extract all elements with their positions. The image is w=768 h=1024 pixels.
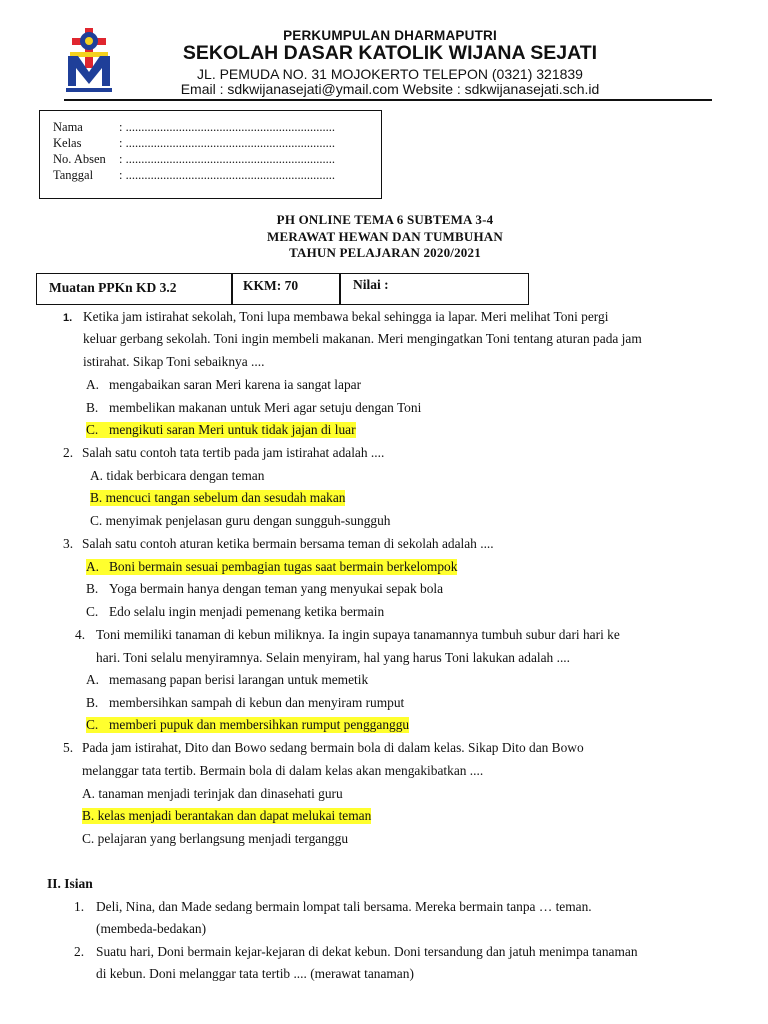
question-text: Ketika jam istirahat sekolah, Toni lupa membawa bekal sehingga ia lapar. Meri melihat Toni pergi bbox=[83, 309, 609, 324]
option-letter: C. bbox=[86, 717, 99, 732]
identity-label: Tanggal bbox=[53, 168, 94, 182]
question-number: 4. bbox=[75, 627, 86, 642]
identity-row-name bbox=[53, 120, 335, 135]
option-text: Boni bermain sesuai pembagian tugas saat bermain berkelompok bbox=[109, 559, 458, 574]
item-text: Deli, Nina, dan Made sedang bermain lompat tali bersama. Mereka bermain tanpa … teman. bbox=[96, 899, 592, 914]
option-letter: B. bbox=[86, 400, 99, 415]
option-letter: C. bbox=[86, 604, 99, 619]
student-identity-box bbox=[39, 110, 382, 199]
item-number: 2. bbox=[74, 944, 85, 959]
subject-box bbox=[36, 273, 232, 305]
question-1 bbox=[63, 309, 608, 325]
option-text: tidak berbicara dengan teman bbox=[106, 468, 265, 483]
answer-option[interactable] bbox=[86, 672, 368, 688]
option-letter: B. bbox=[86, 581, 99, 596]
question-4 bbox=[75, 627, 620, 643]
question-3 bbox=[63, 536, 494, 552]
option-letter: A. bbox=[86, 672, 100, 687]
answer-option[interactable] bbox=[82, 831, 348, 847]
question-text: Salah satu contoh tata tertib pada jam istirahat adalah .... bbox=[82, 445, 385, 460]
question-2 bbox=[63, 445, 384, 461]
option-letter: C. bbox=[86, 422, 99, 437]
option-letter: C. bbox=[82, 831, 95, 846]
exam-theme: MERAWAT HEWAN DAN TUMBUHAN bbox=[267, 229, 503, 244]
question-number: 5. bbox=[63, 740, 74, 755]
option-text: mengabaikan saran Meri karena ia sangat lapar bbox=[109, 377, 362, 392]
identity-row-date bbox=[53, 168, 335, 183]
answer-option[interactable] bbox=[90, 513, 391, 529]
option-text: Yoga bermain hanya dengan teman yang menyukai sepak bola bbox=[109, 581, 444, 596]
option-letter: B. bbox=[82, 808, 95, 823]
option-letter: A. bbox=[82, 786, 96, 801]
answer-option[interactable] bbox=[86, 377, 361, 393]
answer-option[interactable] bbox=[86, 604, 384, 620]
fill-in-item-1 bbox=[74, 899, 592, 915]
option-text: tanaman menjadi terinjak dan dinasehati guru bbox=[98, 786, 343, 801]
school-address: JL. PEMUDA NO. 31 MOJOKERTO TELEPON (0321) 321839 bbox=[197, 66, 583, 82]
school-crest-logo-icon bbox=[64, 28, 114, 96]
option-text: pelajaran yang berlangsung menjadi terganggu bbox=[97, 831, 349, 846]
question-number: 3. bbox=[63, 536, 74, 551]
answer-option[interactable] bbox=[90, 468, 264, 484]
question-text: Salah satu contoh aturan ketika bermain bersama teman di sekolah adalah .... bbox=[82, 536, 494, 551]
identity-label: Kelas bbox=[53, 136, 82, 150]
fill-in-item-2 bbox=[74, 944, 638, 960]
option-text: memberi pupuk dan membersihkan rumput pengganggu bbox=[109, 717, 410, 732]
section-heading: II. Isian bbox=[47, 876, 93, 891]
school-contact: Email : sdkwijanasejati@ymail.com Website : sdkwijanasejati.sch.id bbox=[180, 81, 600, 97]
option-letter: B. bbox=[90, 490, 103, 505]
question-text: Toni memiliki tanaman di kebun miliknya. Ia ingin supaya tanamannya tumbuh subur dari hari ke bbox=[96, 627, 620, 642]
school-name: SEKOLAH DASAR KATOLIK WIJANA SEJATI bbox=[182, 42, 598, 64]
identity-field[interactable]: : ................................................................... bbox=[119, 168, 335, 182]
exam-title: PH ONLINE TEMA 6 SUBTEMA 3-4 bbox=[276, 212, 494, 227]
identity-row-number bbox=[53, 152, 335, 167]
option-letter: A. bbox=[86, 559, 100, 574]
answer-option[interactable] bbox=[86, 400, 421, 416]
organization-name: PERKUMPULAN DHARMAPUTRI bbox=[283, 28, 497, 43]
option-text: kelas menjadi berantakan dan dapat melukai teman bbox=[97, 808, 372, 823]
question-text: melanggar tata tertib. Bermain bola di dalam kelas akan mengakibatkan .... bbox=[82, 763, 484, 778]
option-letter: C. bbox=[90, 513, 103, 528]
option-text: menyimak penjelasan guru dengan sungguh-sungguh bbox=[105, 513, 391, 528]
kkm-label: KKM: 70 bbox=[243, 278, 299, 293]
identity-row-class bbox=[53, 136, 335, 151]
question-text: istirahat. Sikap Toni sebaiknya .... bbox=[83, 354, 265, 369]
option-text: Edo selalu ingin menjadi pemenang ketika bermain bbox=[109, 604, 385, 619]
option-text: mengikuti saran Meri untuk tidak jajan di luar bbox=[109, 422, 356, 437]
answer-option-correct[interactable] bbox=[82, 808, 371, 824]
exam-year: TAHUN PELAJARAN 2020/2021 bbox=[289, 245, 481, 260]
question-text: keluar gerbang sekolah. Toni ingin membeli makanan. Meri mengingatkan Toni tentang aturan pada jam bbox=[83, 331, 642, 346]
answer-option-correct[interactable] bbox=[86, 422, 356, 438]
question-text: Pada jam istirahat, Dito dan Bowo sedang bermain bola di dalam kelas. Sikap Dito dan Bowo bbox=[82, 740, 584, 755]
answer-option-correct[interactable] bbox=[86, 559, 457, 575]
item-text: Suatu hari, Doni bermain kejar-kejaran di dekat kebun. Doni tersandung dan jatuh menimpa tanaman bbox=[96, 944, 638, 959]
identity-field[interactable]: : ................................................................... bbox=[119, 136, 335, 150]
item-text: (membeda-bedakan) bbox=[96, 921, 207, 936]
answer-option-correct[interactable] bbox=[90, 490, 345, 506]
kkm-box bbox=[232, 273, 340, 305]
score-box[interactable] bbox=[340, 273, 529, 305]
question-number: 1. bbox=[63, 312, 73, 324]
answer-option-correct[interactable] bbox=[86, 717, 409, 733]
item-number: 1. bbox=[74, 899, 85, 914]
identity-label: No. Absen bbox=[53, 152, 106, 166]
option-text: membersihkan sampah di kebun dan menyiram rumput bbox=[109, 695, 405, 710]
subject-label: Muatan PPKn KD 3.2 bbox=[49, 280, 177, 295]
option-text: mencuci tangan sebelum dan sesudah makan bbox=[105, 490, 346, 505]
answer-option[interactable] bbox=[86, 581, 443, 597]
identity-field[interactable]: : ................................................................... bbox=[119, 120, 335, 134]
item-text: di kebun. Doni melanggar tata tertib .... (merawat tanaman) bbox=[96, 966, 414, 981]
score-label: Nilai : bbox=[353, 277, 389, 292]
answer-option[interactable] bbox=[86, 695, 404, 711]
header-divider bbox=[64, 99, 712, 101]
answer-option[interactable] bbox=[82, 786, 343, 802]
question-text: hari. Toni selalu menyiramnya. Selain menyiram, hal yang harus Toni lakukan adalah .... bbox=[96, 650, 570, 665]
identity-field[interactable]: : ................................................................... bbox=[119, 152, 335, 166]
question-5 bbox=[63, 740, 584, 756]
option-text: membelikan makanan untuk Meri agar setuju dengan Toni bbox=[109, 400, 422, 415]
option-letter: B. bbox=[86, 695, 99, 710]
question-number: 2. bbox=[63, 445, 74, 460]
option-letter: A. bbox=[86, 377, 100, 392]
option-text: memasang papan berisi larangan untuk memetik bbox=[109, 672, 369, 687]
identity-label: Nama bbox=[53, 120, 83, 134]
option-letter: A. bbox=[90, 468, 104, 483]
